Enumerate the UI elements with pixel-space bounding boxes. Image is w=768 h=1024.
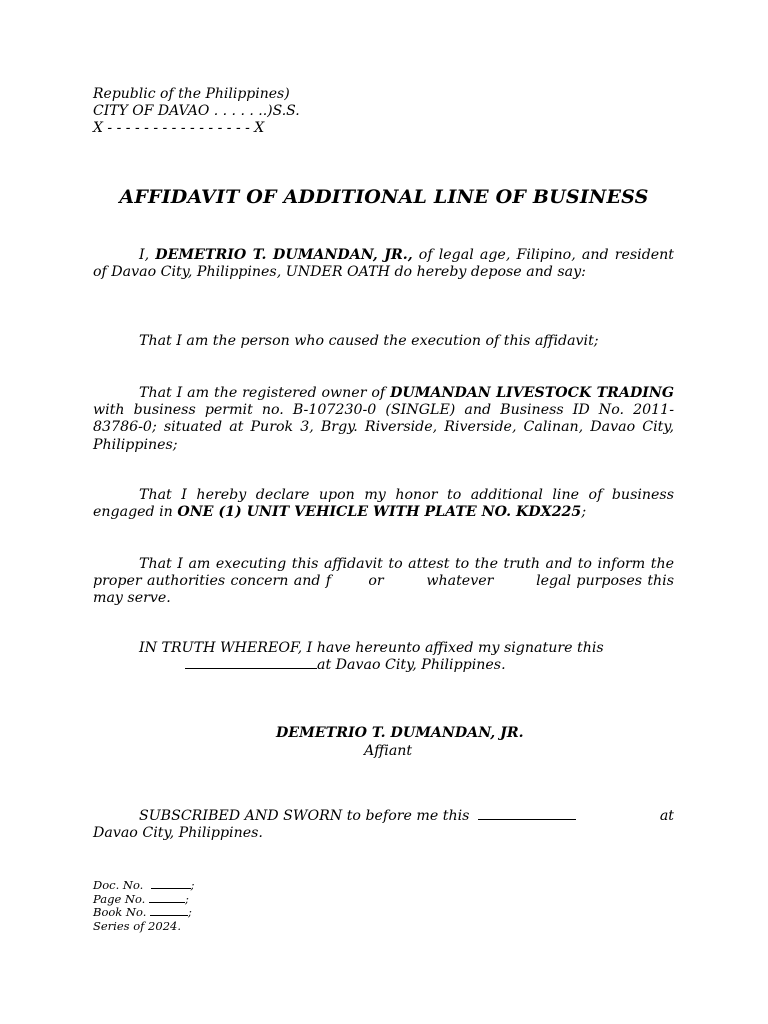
affiant-name: DEMETRIO T. DUMANDAN, JR. (276, 725, 524, 741)
date-blank-line (185, 667, 317, 669)
notarial-register (93, 879, 195, 933)
paragraph-executor: That I am the person who caused the execution of this affidavit; (139, 333, 599, 349)
p4-pre: That I hereby declare upon my honor to additional line of business engaged in (93, 487, 674, 521)
jurat-date-blank (478, 818, 576, 820)
page-no-line: Page No. ; (93, 891, 189, 906)
venue-header (93, 86, 300, 137)
book-no-line: Book No. ; (93, 905, 192, 919)
truth-line1: IN TRUTH WHEREOF, I have hereunto affixed my signature this (139, 640, 604, 656)
jurat-at: at (659, 808, 674, 824)
paragraph-owner (93, 385, 674, 454)
paragraph-deponent (93, 247, 674, 281)
p4-post: ; (581, 504, 587, 521)
doc-no-line: Doc. No. ; (93, 878, 195, 892)
deponent-name: DEMETRIO T. DUMANDAN, JR., (155, 247, 413, 263)
venue-line-republic: Republic of the Philippines) (93, 86, 290, 102)
jurat-pre: SUBSCRIBED AND SWORN to before me this (139, 808, 470, 824)
paragraph-truth-whereof (93, 640, 674, 674)
document-title: AFFIDAVIT OF ADDITIONAL LINE OF BUSINESS (119, 186, 649, 208)
paragraph-declaration (93, 487, 674, 521)
book-no-blank (150, 914, 188, 916)
venue-line-separator: X - - - - - - - - - - - - - - - - X (93, 120, 265, 136)
paragraph-jurat (93, 808, 674, 842)
p3-post: with business permit no. B-107230-0 (SINGLE) and Business ID No. 2011-83786-0; situated at Purok 3, Brgy. Riverside, Riverside, Calinan, Davao City, Philippines; (93, 402, 674, 453)
series-line: Series of 2024. (93, 918, 181, 933)
page-no-blank (149, 901, 185, 903)
truth-location: at Davao City, Philippines. (317, 657, 506, 674)
vehicle-description: ONE (1) UNIT VEHICLE WITH PLATE NO. KDX225 (177, 504, 582, 521)
jurat-line1 (93, 808, 674, 825)
doc-no-blank (151, 887, 191, 889)
p1-pre: I, (139, 247, 156, 263)
business-name: DUMANDAN LIVESTOCK TRADING (390, 385, 674, 401)
truth-line2 (93, 657, 674, 674)
affiant-label: Affiant (364, 743, 413, 759)
p1-post: of legal age, Filipino, and resident of Davao City, Philippines, UNDER OATH do hereby depose and say: (93, 247, 675, 281)
paragraph-purpose: That I am executing this affidavit to attest to the truth and to inform the proper authorities concern and f or whatever legal purposes this may serve. (93, 556, 679, 607)
p3-pre: That I am the registered owner of (139, 385, 391, 401)
venue-line-city: CITY OF DAVAO . . . . . ..)S.S. (93, 103, 300, 119)
jurat-line2: Davao City, Philippines. (93, 825, 263, 842)
